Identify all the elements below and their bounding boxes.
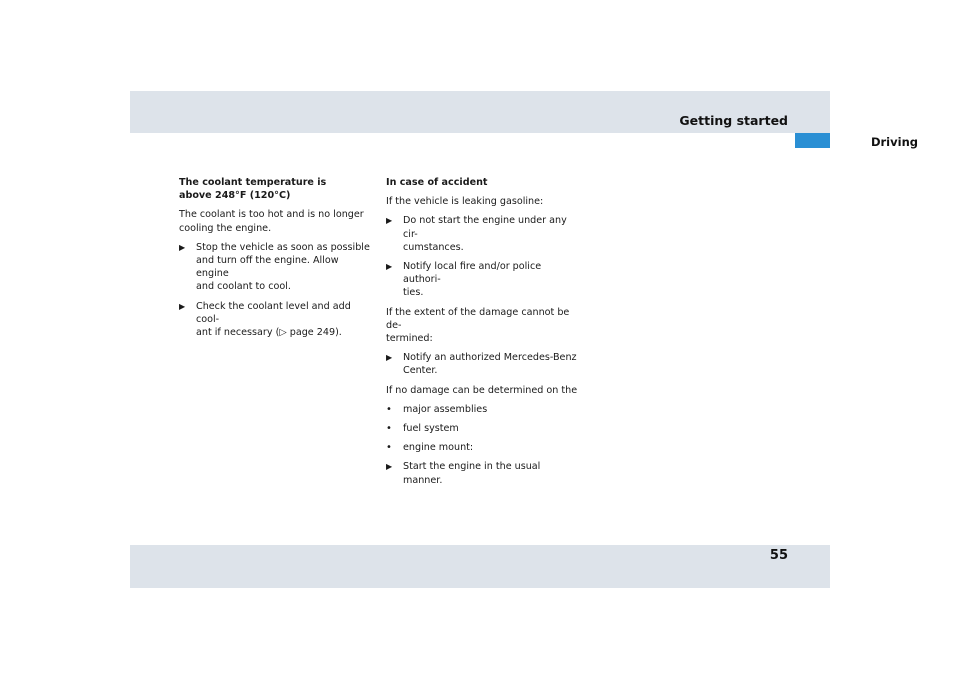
step-item: ▶ Start the engine in the usual manner. bbox=[386, 461, 541, 486]
step-item: ▶ Notify an authorized Mercedes-Benz Center. bbox=[386, 352, 577, 377]
header-band bbox=[130, 91, 830, 133]
bullet-dot-icon: • bbox=[386, 442, 392, 454]
step-arrow-icon: ▶ bbox=[386, 462, 393, 472]
extent-text: If the extent of the damage cannot be de- termined: bbox=[386, 306, 570, 345]
step-item: ▶ Do not start the engine under any cir- cumstances. bbox=[386, 215, 567, 253]
coolant-intro: The coolant is too hot and is no longer cooling the engine. bbox=[179, 209, 364, 234]
left-column bbox=[179, 176, 371, 345]
step-item: ▶ Check the coolant level and add cool- ant if necessary (▷ page 249). bbox=[179, 300, 371, 340]
list-item: • fuel system bbox=[386, 423, 459, 435]
step-arrow-icon: ▶ bbox=[386, 216, 393, 226]
step-arrow-icon: ▶ bbox=[179, 242, 186, 252]
page-number: 55 bbox=[769, 548, 788, 563]
list-item: • major assemblies bbox=[386, 403, 488, 415]
coolant-heading: The coolant temperature is above 248°F (120°C) bbox=[179, 177, 327, 202]
no-damage-text: If no damage can be determined on the bbox=[386, 384, 578, 396]
step-item: ▶ Notify local fire and/or police authori- ties. bbox=[386, 261, 542, 299]
step-arrow-icon: ▶ bbox=[179, 301, 186, 311]
accident-heading: In case of accident bbox=[386, 177, 488, 188]
step-item: ▶ Stop the vehicle as soon as possible and turn off the engine. Allow engine and coolant to cool. bbox=[179, 241, 370, 293]
footer-band bbox=[130, 545, 830, 588]
bullet-dot-icon: • bbox=[386, 403, 392, 415]
subsection-title: Driving bbox=[870, 135, 918, 149]
right-column bbox=[386, 176, 578, 493]
section-tab-marker bbox=[795, 133, 830, 148]
step-arrow-icon: ▶ bbox=[386, 262, 393, 272]
page-reference[interactable]: ant if necessary (▷ page 249). bbox=[196, 327, 342, 339]
list-item: • engine mount: bbox=[386, 442, 474, 454]
step-arrow-icon: ▶ bbox=[386, 353, 393, 363]
accident-intro: If the vehicle is leaking gasoline: bbox=[386, 196, 544, 208]
section-title: Getting started bbox=[679, 113, 788, 128]
bullet-dot-icon: • bbox=[386, 423, 392, 435]
